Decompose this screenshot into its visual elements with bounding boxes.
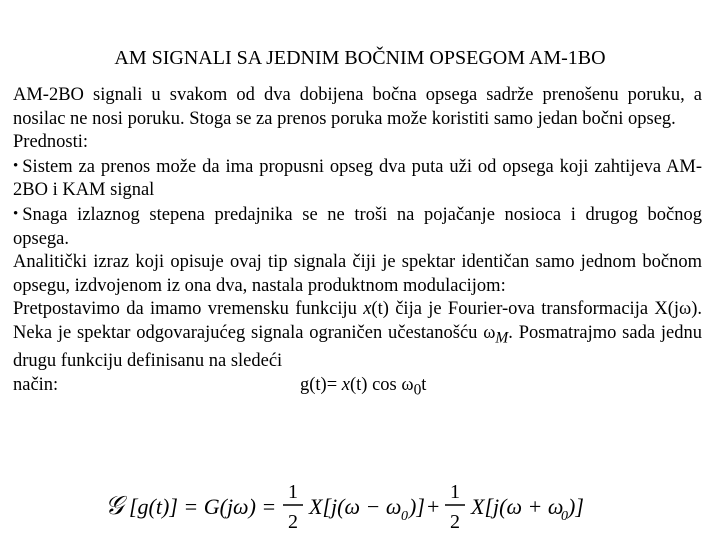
document-body: [13, 84, 702, 397]
bullet-icon: •: [13, 157, 19, 174]
term2-subscript: 0: [561, 509, 568, 524]
page-title: AM SIGNALI SA JEDNIM BOČNIM OPSEGOM AM-1BO: [114, 47, 606, 69]
eq-subscript-0: 0: [413, 381, 422, 399]
eq-part-b: (t) cos ω: [350, 374, 414, 395]
assumption-text-c: . Posmatrajmo sada jednu drugu funkciju definisanu na sledeći: [13, 322, 702, 372]
plus-sign: +: [427, 494, 440, 519]
frac1-denominator: 2: [288, 511, 298, 533]
term1-close: )]: [409, 494, 425, 519]
bullet-text-2: Snaga izlaznog stepena predajnika se ne troši na pojačanje nosioca i drugog bočnog opsega.: [13, 204, 702, 249]
advantages-heading: Prednosti:: [13, 132, 89, 153]
inline-equation-line: [13, 374, 702, 398]
bullet-item-2: [13, 203, 702, 251]
bullet-item-1: [13, 155, 702, 203]
bullet-icon: •: [13, 205, 19, 222]
term1-subscript: 0: [401, 509, 408, 524]
frac1-numerator: 1: [288, 481, 298, 503]
assumption-text-d: način:: [13, 374, 59, 395]
fourier-formula: [105, 476, 585, 534]
assumption-text-b: (t) čija je Fourier-ova transformacija X(jω). Neka je spektar odgovarajućeg signala ograničen učestanošću ω: [13, 299, 703, 343]
math-x: x: [363, 299, 372, 320]
fourier-script-icon: 𝒢: [105, 491, 124, 520]
frac2-numerator: 1: [450, 481, 460, 503]
inline-equation: [300, 374, 426, 402]
eq-part-c: t: [421, 374, 427, 395]
term2: X[j(ω + ω: [471, 494, 564, 519]
formula-svg: [105, 476, 585, 534]
term2-close: )]: [568, 494, 584, 519]
bullet-text-1: Sistem za prenos može da ima propusni opseg dva puta uži od opsega koji zahtijeva AM-2BO i KAM signal: [13, 156, 702, 201]
frac2-denominator: 2: [450, 511, 460, 533]
eq-x: x: [341, 374, 350, 395]
term1: X[j(ω − ω: [309, 494, 402, 519]
assumption-paragraph: [13, 298, 702, 373]
formula-lhs: [g(t)] = G(jω) =: [129, 494, 277, 519]
assumption-text-a: Pretpostavimo da imamo vremensku funkciju: [13, 299, 364, 320]
subscript-m: M: [495, 329, 509, 347]
intro-paragraph: AM-2BO signali u svakom od dva dobijena bočna opsega sadrže prenošenu poruku, a nosilac ne nosi poruku. Stoga se za prenos poruka može koristiti samo jedan bočni opseg.: [13, 85, 702, 129]
eq-part-a: g(t)=: [300, 374, 342, 395]
analytic-paragraph: Analitički izraz koji opisuje ovaj tip signala čiji je spektar identičan samo jednom bočnom opsegu, izdvojenom iz ona dva, nastala produktnom modulacijom:: [13, 252, 702, 296]
